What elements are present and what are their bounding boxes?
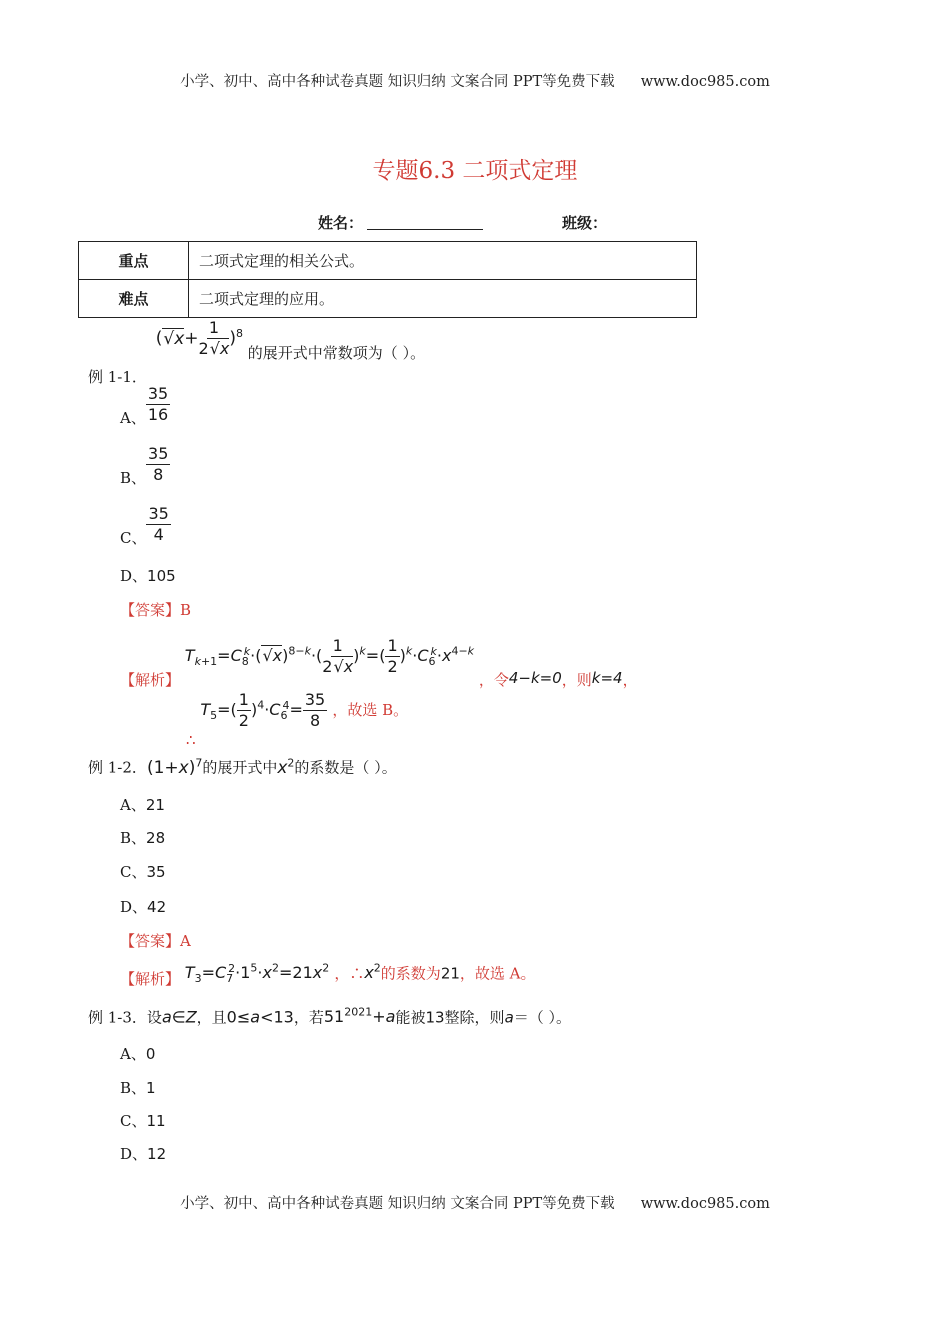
ex1-answer: 【答案】B <box>120 601 192 619</box>
page-footer: 小学、初中、高中各种试卷真题 知识归纳 文案合同 PPT等免费下载 www.doc985.com <box>180 1196 770 1212</box>
ex3-option-d: D、12 <box>120 1145 167 1163</box>
ex1-general-term: $T_{k+1}=C_8^k\cdot(√x)^{8-k}\cdot$( $\frac{1}{2√x}$ )$^k$=( $\frac{1}{2}$ )$^k\cdot C_6^k\cdot x^{4-k}$ <box>184 636 475 676</box>
ex2-analysis: 【解析】 $T_3=C_7^2\cdot 1^5\cdot x^2=21x^2$ ，$\therefore x^2$的系数为21，故选 A。 <box>120 962 536 989</box>
ex2-option-d: D、42 <box>120 898 167 916</box>
ex1-expression: (√x+ $\frac{1}{2√x}$ )$^8$ <box>155 318 244 358</box>
name-blank <box>367 215 483 230</box>
ex1-option-d: D、105 <box>120 567 176 585</box>
example-1-2: 例 1-2．$(1+x)^7$的展开式中$x^2$的系数是（ ）。 <box>88 756 397 778</box>
page-header: 小学、初中、高中各种试卷真题 知识归纳 文案合同 PPT等免费下载 www.doc985.com <box>180 74 770 90</box>
site-url: www.doc985.com <box>640 1196 770 1212</box>
site-url: www.doc985.com <box>640 74 770 90</box>
ex3-option-a: A、0 <box>120 1045 156 1063</box>
ex1-option-b: B、 $\frac{35}{8}$ <box>120 444 169 487</box>
table-row <box>79 242 697 280</box>
ex1-analysis: 【解析】 $T_{k+1}=C_8^k\cdot(√x)^{8-k}\cdot$( $\frac{1}{2√x}$ )$^k$=( $\frac{1}{2}$ )$^k\cdot C_6^k\cdot x^{4-k}$ ，令4−k=0，则k=4， <box>120 636 638 689</box>
ex1-option-c: C、 $\frac{35}{4}$ <box>120 504 169 547</box>
ex2-expression: $(1+x)^7$ <box>146 756 203 778</box>
ex2-option-a: A、21 <box>120 796 165 814</box>
table-row <box>79 280 697 318</box>
difficulty-content: 二项式定理的应用。 <box>189 280 697 318</box>
ex2-option-b: B、28 <box>120 829 166 847</box>
ex2-answer: 【答案】A <box>120 932 191 950</box>
key-content: 二项式定理的相关公式。 <box>189 242 697 280</box>
example-1-1: 例 1-1． (√x+ $\frac{1}{2√x}$ )$^8$ 的展开式中常数项为（ ）。 <box>88 318 426 386</box>
example-1-3: 例 1-3．设a∈Z，且0≤a<13，若$51^{2021}+a$能被13整除，则a＝（ ）。 <box>88 1006 572 1027</box>
key-points-table <box>78 241 697 318</box>
class-field: 班级： <box>562 214 608 232</box>
name-field: 姓名： <box>318 212 483 233</box>
document-title: 专题6.3 二项式定理 <box>372 158 578 184</box>
difficulty-label: 难点 <box>79 280 189 318</box>
key-label: 重点 <box>79 242 189 280</box>
ex2-option-c: C、35 <box>120 863 166 881</box>
ex3-option-b: B、1 <box>120 1079 156 1097</box>
ex1-result: ∴ $T_5=$( $\frac{1}{2}$ )$^4\cdot C_6^4=$ $\frac{35}{8}$ ，故选 B。 <box>186 690 409 749</box>
ex3-option-c: C、11 <box>120 1112 166 1130</box>
ex1-option-a: A、 $\frac{35}{16}$ <box>120 384 169 427</box>
